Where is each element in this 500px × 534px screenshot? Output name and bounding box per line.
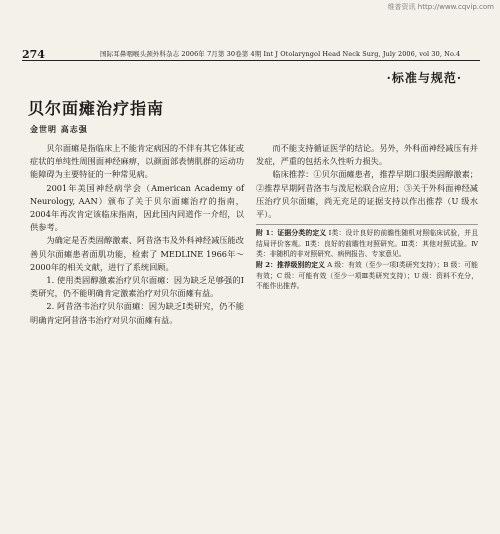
paragraph: 为确定是否类固醇激素、阿昔洛韦及外科神经减压能改善贝尔面瘫患者面肌功能，检索了 MEDLINE 1966年～2000年的相关文献，进行了系统回顾。 [30, 235, 244, 272]
paragraph: 2. 阿昔洛韦治疗贝尔面瘫：因为缺乏Ⅰ类研究，仍不能明确肯定阿昔洛韦治疗对贝尔面瘫有益。 [30, 301, 244, 325]
column-tag: ·标准与规范· [386, 71, 462, 85]
note-text: Ⅰ类：设计良好的前瞻性随机对照临床试验，并且结局评价客观。Ⅱ类：良好的前瞻性对照研究。Ⅲ类：其他对照试验。Ⅳ类：非随机的非对照研究、病例报告、专家意见。 [256, 229, 478, 259]
left-column [30, 142, 244, 327]
watermark: 维普资讯 http://www.cqvip.com [387, 3, 494, 11]
note-evidence-classes [256, 228, 478, 260]
right-column [256, 142, 478, 292]
running-header: 国际耳鼻咽喉头颈外科杂志 2006年 7月第 30卷第 4期 Int J Otolaryngol Head Neck Surg, July 2006, vol 30, No.4 [100, 50, 461, 58]
note-text: A 级：有效（至少一项Ⅰ类研究支持）；B 级：可能有效；C 级：可能有效（至少一项Ⅲ类研究支持）；U 级：资料不充分，不能作出推荐。 [256, 261, 478, 291]
article-title: 贝尔面瘫治疗指南 [28, 99, 165, 118]
note-recommendation-levels [256, 260, 478, 292]
page-number: 274 [22, 48, 45, 61]
paragraph: 1. 使用类固醇激素治疗贝尔面瘫：因为缺乏足够强的Ⅰ类研究，仍不能明确肯定激素治疗对贝尔面瘫有益。 [30, 275, 244, 299]
note-heading: 附 2：推荐级别的定义 [256, 261, 325, 269]
note-heading: 附 1：证据分类的定义 [256, 229, 327, 238]
paragraph: 临床推荐：①贝尔面瘫患者，推荐早期口服类固醇激素；②推荐早期阿昔洛韦与泼尼松联合应用；③关于外科面神经减压治疗贝尔面瘫，尚无充足的证据支持以作出推荐（U 级水平）。 [256, 169, 478, 220]
paragraph: 而不能支持循证医学的结论。另外，外科面神经减压有并发症，严重的包括永久性听力损失。 [256, 143, 478, 167]
authors: 金世明 高志强 [30, 124, 88, 134]
paragraph: 贝尔面瘫是指临床上不能肯定病因的不伴有其它体征或症状的单纯性周围面神经麻痹，以颜面部表情肌群的运动功能障碍为主要特征的一种常见病。 [30, 143, 244, 180]
header-rule [22, 60, 480, 61]
divider [256, 224, 478, 225]
paragraph: 2001年美国神经病学会（American Academy of Neurology, AAN）颁布了关于贝尔面瘫治疗的指南，2004年再次肯定该临床指南，因此国内同道作一介绍，以供参考。 [30, 182, 244, 233]
